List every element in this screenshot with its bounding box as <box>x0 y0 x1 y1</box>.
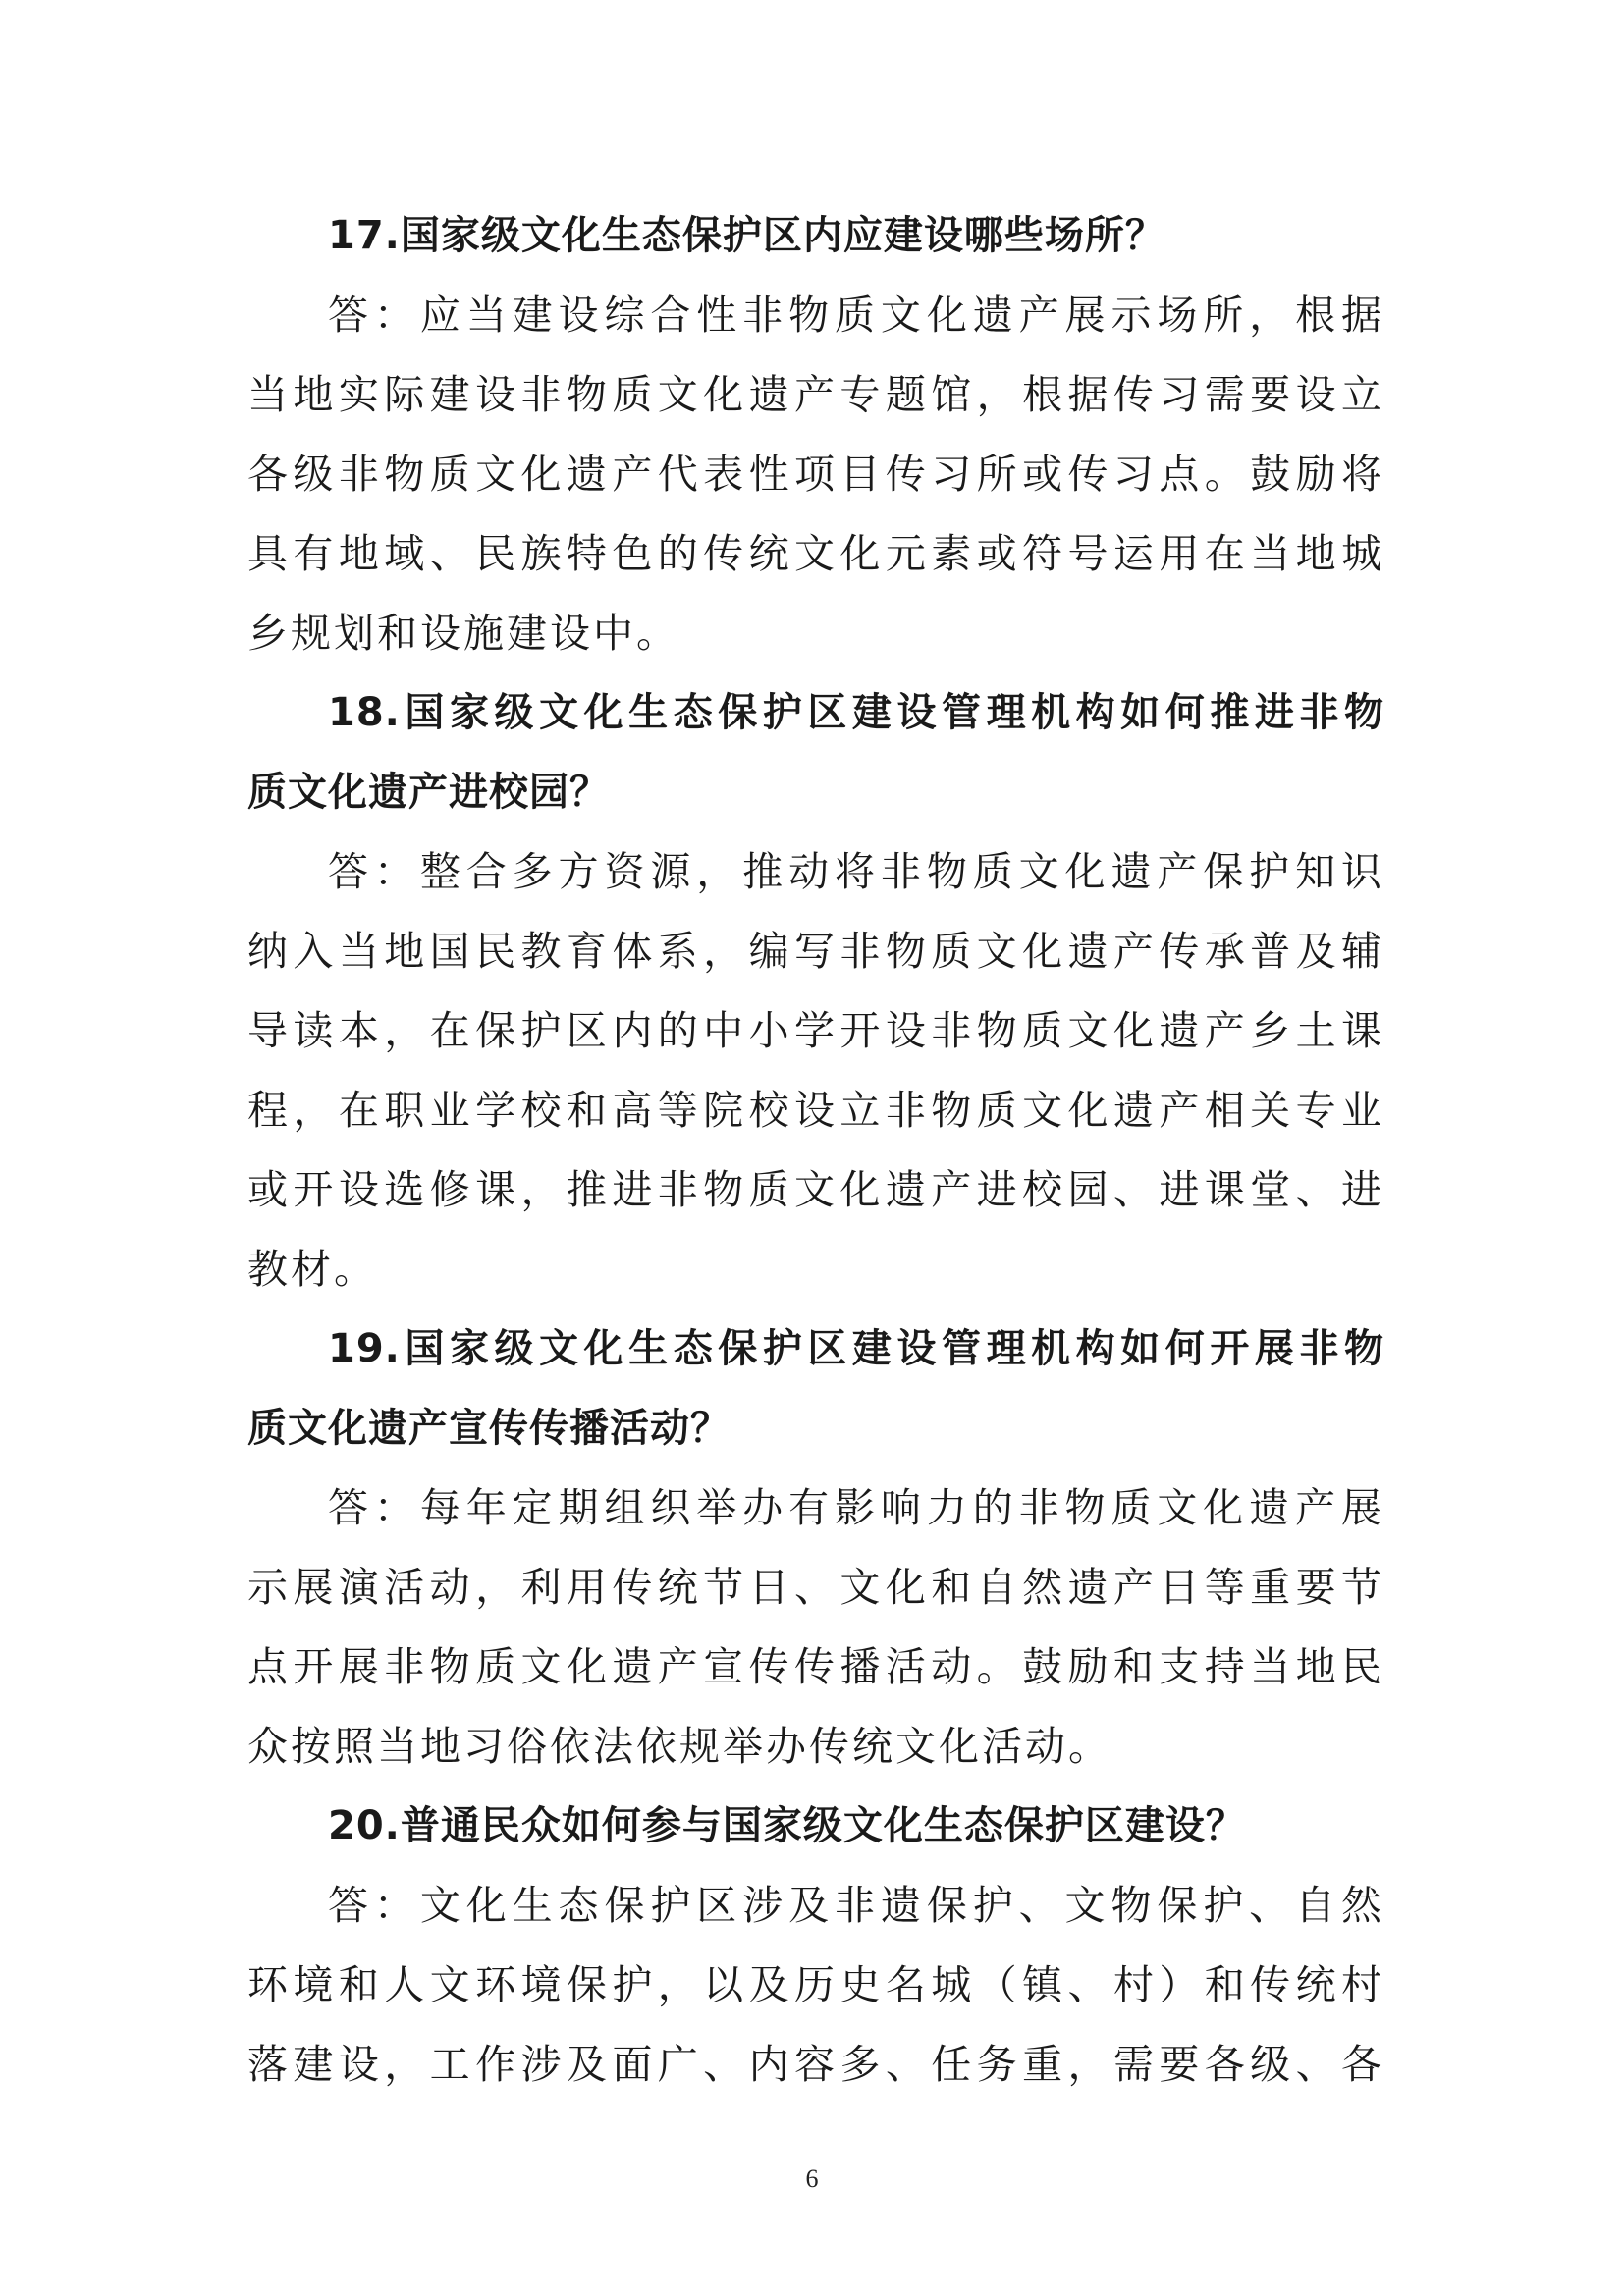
answer-line: 或开设选修课，推进非物质文化遗产进校园、进课堂、进 <box>247 1166 1384 1213</box>
answer-line: 教材。 <box>247 1246 377 1293</box>
answer-line: 答：文化生态保护区涉及非遗保护、文物保护、自然 <box>328 1882 1384 1929</box>
question-line: 质文化遗产进校园？ <box>247 770 610 815</box>
answer-line: 示展演活动，利用传统节日、文化和自然遗产日等重要节 <box>247 1564 1384 1611</box>
page-number: 6 <box>805 2164 819 2193</box>
answer-line: 答：每年定期组织举办有影响力的非物质文化遗产展 <box>328 1484 1384 1531</box>
answer-line: 答：应当建设综合性非物质文化遗产展示场所，根据 <box>328 292 1384 339</box>
answer-line: 纳入当地国民教育体系，编写非物质文化遗产传承普及辅 <box>247 928 1384 975</box>
question-line: 20.普通民众如何参与国家级文化生态保护区建设？ <box>328 1803 1246 1848</box>
answer-line: 落建设，工作涉及面广、内容多、任务重，需要各级、各 <box>247 2041 1384 2088</box>
question-line: 18.国家级文化生态保护区建设管理机构如何推进非物 <box>328 690 1384 735</box>
answer-line: 答：整合多方资源，推动将非物质文化遗产保护知识 <box>328 848 1384 895</box>
answer-line: 程，在职业学校和高等院校设立非物质文化遗产相关专业 <box>247 1087 1384 1134</box>
answer-line: 点开展非物质文化遗产宣传传播活动。鼓励和支持当地民 <box>247 1643 1384 1690</box>
question-line: 19.国家级文化生态保护区建设管理机构如何开展非物 <box>328 1326 1384 1371</box>
question-line: 17.国家级文化生态保护区内应建设哪些场所？ <box>328 213 1165 258</box>
answer-line: 具有地域、民族特色的传统文化元素或符号运用在当地城 <box>247 530 1384 577</box>
answer-line: 当地实际建设非物质文化遗产专题馆，根据传习需要设立 <box>247 371 1384 418</box>
answer-line: 环境和人文环境保护，以及历史名城（镇、村）和传统村 <box>247 1961 1384 2008</box>
answer-line: 各级非物质文化遗产代表性项目传习所或传习点。鼓励将 <box>247 451 1384 498</box>
answer-line: 导读本，在保护区内的中小学开设非物质文化遗产乡土课 <box>247 1007 1384 1054</box>
answer-line: 众按照当地习俗依法依规举办传统文化活动。 <box>247 1723 1111 1770</box>
question-line: 质文化遗产宣传传播活动？ <box>247 1406 731 1451</box>
document-body <box>247 196 1384 2105</box>
answer-line: 乡规划和设施建设中。 <box>247 610 679 657</box>
